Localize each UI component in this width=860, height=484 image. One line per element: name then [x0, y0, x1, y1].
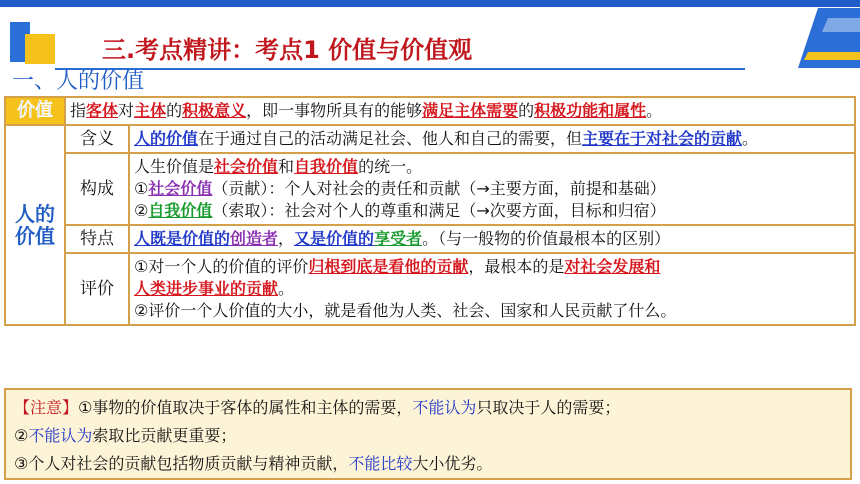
content-table: [4, 96, 856, 326]
title-underline: [55, 68, 745, 70]
composition-text: 人生价值是社会价值和自我价值的统一。 ①社会价值（贡献）：个人对社会的责任和贡献（→主要方面，前提和基础） ②自我价值（索取）：社会对个人的尊重和满足（→次要方面，目标和归宿）: [129, 153, 855, 225]
definition-text: 指客体对主体的积极意义，即一事物所具有的能够满足主体需要的积极功能和属性。: [65, 97, 855, 125]
evaluation-row: [5, 253, 855, 325]
meaning-text: 人的价值在于通过自己的活动满足社会、他人和自己的需要，但主要在于对社会的贡献。: [129, 125, 855, 153]
person-value-label: 人的价值: [5, 125, 65, 325]
composition-label: 构成: [65, 153, 129, 225]
note-tag: 【注意】: [14, 398, 79, 417]
evaluation-label: 评价: [65, 253, 129, 325]
feature-row: [5, 225, 855, 253]
definition-row: [5, 97, 855, 125]
note-box: 【注意】①事物的价值取决于客体的属性和主体的需要，不能认为只取决于人的需要； ②不能认为索取比贡献更重要； ③个人对社会的贡献包括物质贡献与精神贡献，不能比较大小优劣。: [4, 388, 852, 480]
feature-label: 特点: [65, 225, 129, 253]
decor-stripes-graphic: [798, 8, 860, 68]
feature-text: 人既是价值的创造者，又是价值的享受者。（与一般物的价值最根本的区别）: [129, 225, 855, 253]
top-accent-bar: [0, 0, 860, 7]
evaluation-text: ①对一个人的价值的评价归根到底是看他的贡献，最根本的是对社会发展和 人类进步事业的贡献。 ②评价一个人价值的大小，就是看他为人类、社会、国家和人民贡献了什么。: [129, 253, 855, 325]
page-title: 三.考点精讲：考点1 价值与价值观: [102, 36, 473, 64]
definition-label: 价值: [5, 97, 65, 125]
composition-row: [5, 153, 855, 225]
meaning-row: [5, 125, 855, 153]
meaning-label: 含义: [65, 125, 129, 153]
section-heading: 一、人的价值: [12, 69, 145, 94]
decor-yellow-block: [25, 34, 55, 64]
